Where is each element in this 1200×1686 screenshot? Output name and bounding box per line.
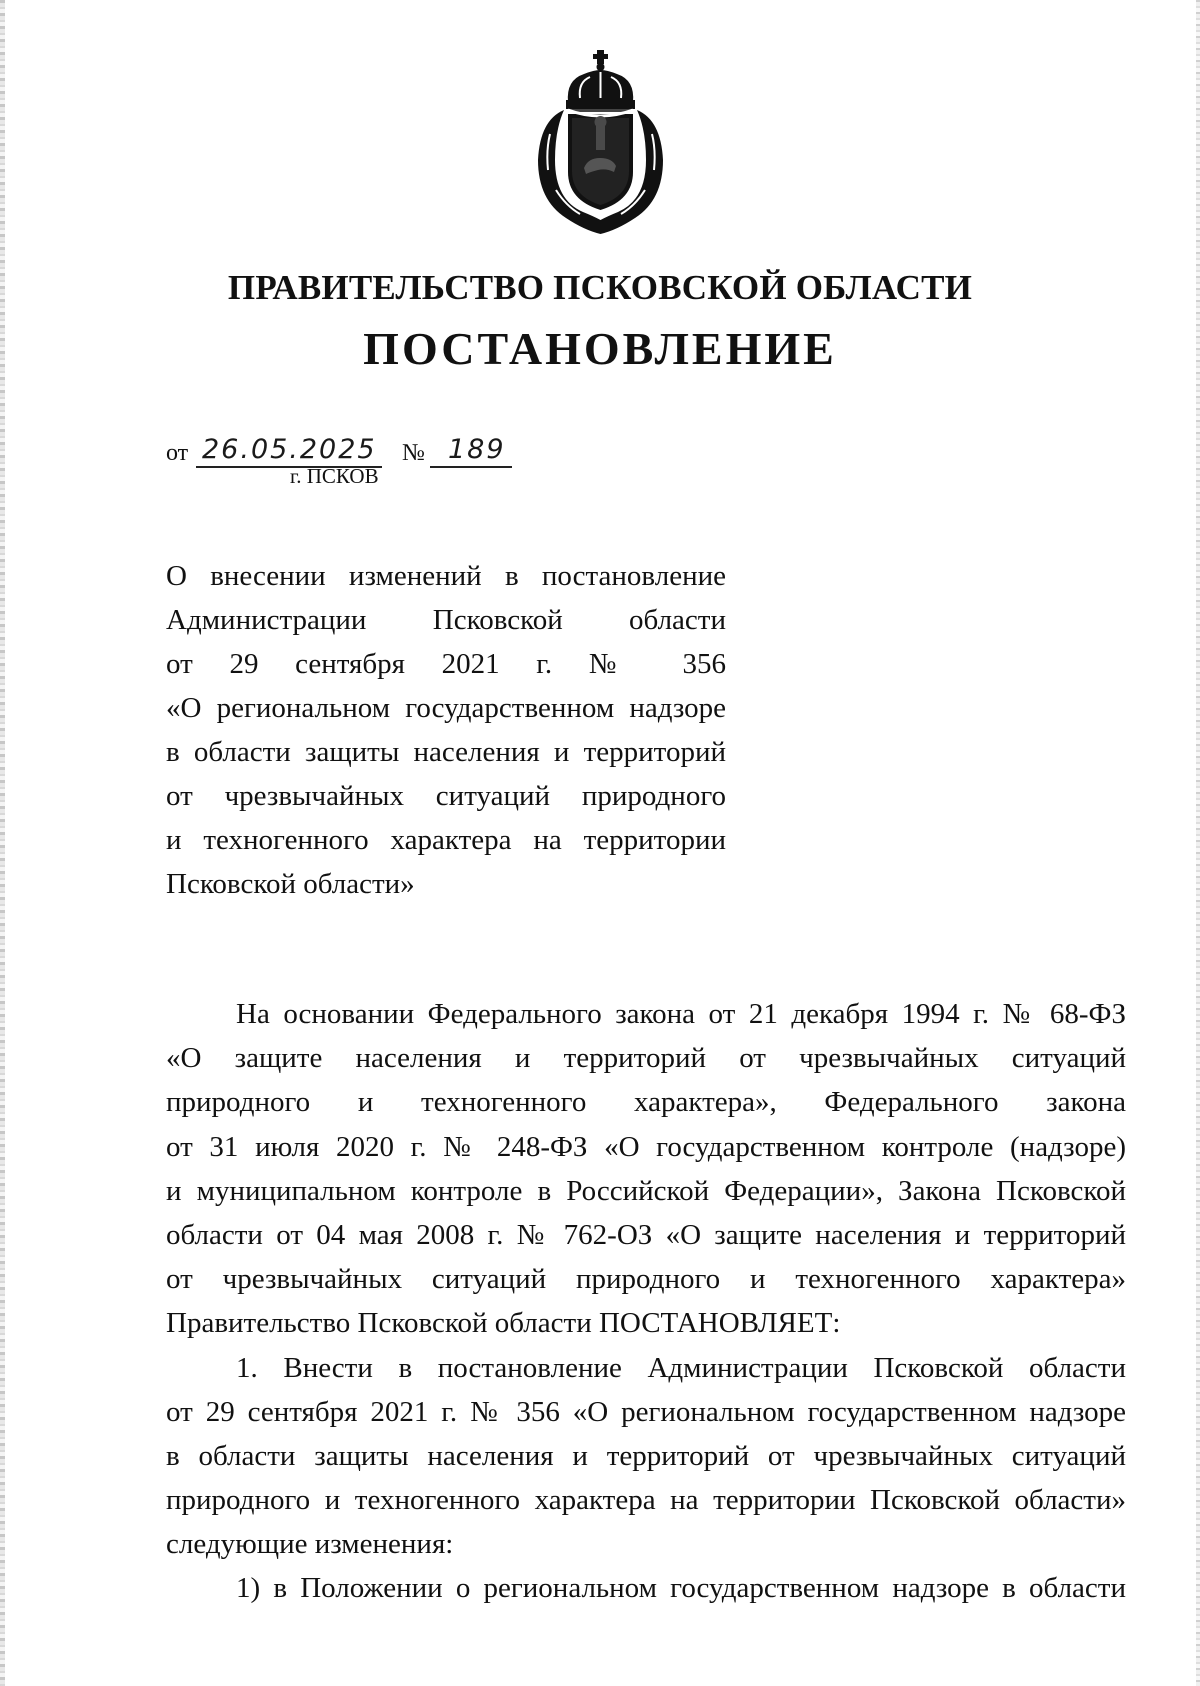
government-title: ПРАВИТЕЛЬСТВО ПСКОВСКОЙ ОБЛАСТИ <box>227 268 973 307</box>
body-line: от 29 сентября 2021 г. № 356 «О региональном государственном надзоре <box>166 1395 1126 1428</box>
scan-edge-right <box>1196 0 1200 1686</box>
document-type-title: ПОСТАНОВЛЕНИЕ <box>363 323 837 374</box>
body-line: в области защиты населения и территорий от чрезвычайных ситуаций <box>166 1439 1126 1472</box>
document-subject <box>166 554 726 906</box>
subject-line: Псковской области» <box>166 868 415 900</box>
body-line: «О защите населения и территорий от чрезвычайных ситуаций <box>166 1042 1126 1075</box>
body-line: природного и техногенного характера на территории Псковской области» <box>166 1484 1126 1517</box>
body-line: Правительство Псковской области ПОСТАНОВЛЯЕТ: <box>166 1307 841 1340</box>
body-line: природного и техногенного характера», Федерального закона <box>166 1086 1126 1119</box>
body-line: от чрезвычайных ситуаций природного и техногенного характера» <box>166 1263 1126 1296</box>
coat-of-arms-icon <box>528 50 673 238</box>
handwritten-date: 26.05.2025 <box>202 434 377 465</box>
subject-line: от 29 сентября 2021 г. № 356 <box>166 648 726 680</box>
body-line: и муниципальном контроле в Российской Федерации», Закона Псковской <box>166 1174 1126 1207</box>
date-prefix-label: от <box>166 440 189 466</box>
subject-line: «О региональном государственном надзоре <box>166 692 726 724</box>
subject-line: Администрации Псковской области <box>166 604 726 636</box>
number-underline <box>430 466 512 468</box>
document-body <box>166 992 1126 1611</box>
number-sign-label: № <box>402 440 425 466</box>
subject-line: и техногенного характера на территории <box>166 824 726 856</box>
subject-line: от чрезвычайных ситуаций природного <box>166 780 726 812</box>
body-line: следующие изменения: <box>166 1528 454 1561</box>
scan-edge-left <box>0 0 5 1686</box>
subject-line: О внесении изменений в постановление <box>166 560 726 592</box>
body-line: 1. Внести в постановление Администрации Псковской области <box>236 1351 1126 1384</box>
handwritten-number: 189 <box>448 434 506 465</box>
city-label: г. ПСКОВ <box>290 464 379 488</box>
subject-line: в области защиты населения и территорий <box>166 736 726 768</box>
body-line: области от 04 мая 2008 г. № 762-ОЗ «О защите населения и территорий <box>166 1218 1126 1251</box>
body-line: 1) в Положении о региональном государственном надзоре в области <box>236 1572 1126 1605</box>
body-line: На основании Федерального закона от 21 декабря 1994 г. № 68-ФЗ <box>236 998 1126 1030</box>
body-line: от 31 июля 2020 г. № 248-ФЗ «О государственном контроле (надзоре) <box>166 1130 1126 1163</box>
